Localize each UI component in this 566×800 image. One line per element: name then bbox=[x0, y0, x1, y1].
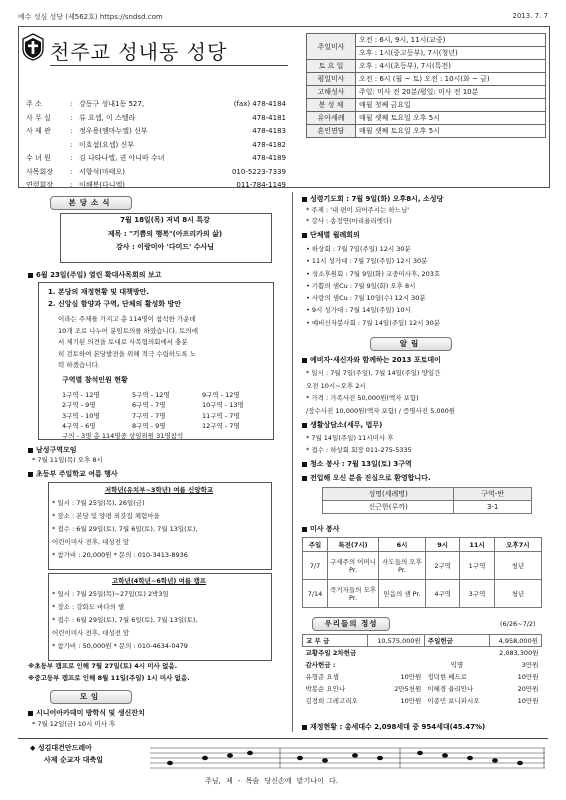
legal-details: * 7월 14일(주일) 11시미사 후 * 접수 : 하상회 회장 011-275-5335 bbox=[306, 434, 412, 454]
column-divider bbox=[292, 192, 293, 732]
newcomer-title: 전입해 오신 분을 진심으로 환영합니다. bbox=[302, 473, 431, 483]
groups-list: • 하상회 : 7월 7일(주일) 12시 30분 • 11시 성가대 : 7월 7일(주일) 12시 30분 • 성소후원회 : 7월 9일(화) 교중미사후, 203호 • 기쁨의 샘Cu : 7월 9일(화) 오후 8시 • 사랑의 샘Cu : 7월 10일(수) 12시 30분 • 9시 성가대 : 7월 14일(주일) 10시 • 예비신자봉사회 : 7월 14일(주일) 12시 30분 bbox=[306, 245, 441, 327]
hymn-lyrics: 주님, 제 - 목숨 당신손에 맡기나이 다. bbox=[205, 777, 338, 785]
newcomer-table: 성명(세례명) 구역-반 신근한(루까) 3-1 bbox=[322, 487, 532, 514]
bulletin-date: 2013. 7. 7 bbox=[512, 12, 548, 20]
summer-title: 초등부 주일학교 여름 행사 bbox=[28, 469, 118, 479]
report-item-1: 1. 본당의 재정현황 및 대책방안. bbox=[48, 288, 150, 296]
footer-rule bbox=[18, 738, 548, 739]
feast-title-2: 사제 순교자 대축일 bbox=[44, 756, 103, 764]
meeting-section-label: 모임 bbox=[50, 690, 132, 704]
notice-section-label: 알림 bbox=[370, 337, 452, 351]
senior-academy-date: * 7월 12일(금) 10시 미사 후 bbox=[32, 720, 116, 728]
men-meeting-date: * 7월 11일(목) 오후 8시 bbox=[32, 456, 103, 464]
groups-title: 단체별 월례회의 bbox=[302, 230, 360, 240]
offering-section-label: 우리들의 정성 bbox=[312, 617, 390, 631]
bulletin-info: 예수 성심 성당 (제562호) https://sndsd.com bbox=[18, 13, 163, 21]
directory-row: 사목회장 : 서향석(마태오) 010-5223-7339 bbox=[26, 167, 286, 176]
mass-service-title: 미사 봉사 bbox=[302, 524, 340, 534]
camp1-details: * 일시 : 7월 25일(목), 26일(금) * 장소 : 본당 및 양평 외갓집 체험마을 * 접수 : 6월 29일(토), 7월 6일(토), 7월 13일(토), 어린이미사 전후, 대성전 앞 * 참가비 : 20,000원 * 문의 : 010-3413-8936 bbox=[52, 499, 198, 559]
mass-schedule-table: 주일미사 오전 : 6시, 9시, 11시(교중) 오후 : 1시(중고등부), 7시(청년) 토 요 일 오후 : 4시(초등부), 7시(특전) 평일미사 오전 : 6시 (월 ~ 토) 오전 : 10시(화 ~ 금) 고해성사 주일: 미사 전 20분/평일: 미사 전 10분 봉 성 체 매월 첫째 금요일 유아세례 매월 셋째 토요일 오후 5시 혼인면담 매월 셋째 토요일 오후 5시 bbox=[306, 33, 546, 138]
photo-day-details: * 일시 : 7월 7일(주일), 7월 14일(주일) 양일간 오전 10시~오후 2시 * 가격 : 가족사진 50,000원(액자 포함) /장수사진 10,000원(액자 포함) / 증명사진 5,000원 bbox=[306, 369, 456, 415]
page-header bbox=[18, 8, 548, 24]
directory-row: 주 소 : 강동구 성내1동 527, (fax) 478-4184 bbox=[26, 100, 286, 108]
directory-row: 사 무 실 : 류 요셉, 이 스텔라 478-4181 bbox=[26, 113, 286, 122]
report-title: 6월 23일(주일) 열린 확대사목회의 보고 bbox=[28, 270, 161, 280]
lecture-date: 7월 18일(목) 저녁 8시 특강 bbox=[120, 216, 210, 224]
spirit-prayer-topic: * 주제 : '내 편이 되어주시는 하느님' bbox=[306, 206, 410, 214]
lecture-topic: 제목 : "기쁨의 행복"(아프리카의 삶) bbox=[107, 230, 223, 238]
legal-title: 생활상담소(세무, 법무) bbox=[302, 420, 382, 430]
news-section-label: 본당소식 bbox=[50, 196, 132, 210]
cleaning-line: 청소 봉사 : 7월 13일(토) 3구역 bbox=[302, 459, 412, 469]
directory-row: 수 녀 원 : 김 나타나엘, 권 아니따 수녀 478-4189 bbox=[26, 154, 286, 162]
music-staff-icon bbox=[150, 742, 545, 778]
spirit-prayer-title: 성령기도회 : 7월 9일(화) 오후8시, 소성당 bbox=[302, 194, 443, 204]
offering-period: (6/26~7/2) bbox=[500, 620, 536, 628]
directory-row: 사 제 관 : 정우용(엠마누엘) 신부 478-4183 bbox=[26, 127, 286, 135]
senior-academy-title: 시니어아카데미 방학식 및 생신잔치 bbox=[28, 708, 145, 718]
photo-day-title: 예비자·새신자와 함께하는 2013 포토데이 bbox=[302, 355, 441, 365]
directory-row: 연령회장 : 이해봉(다니엘) 011-784-1149 bbox=[26, 181, 286, 189]
parish-directory bbox=[26, 98, 286, 193]
lecture-speaker: 강사 : 이랑미아 '다미드' 수사님 bbox=[116, 243, 214, 251]
offering-table: 교 무 금 10,575,000원 주일헌금 4,958,000원 교황주일 2차헌금 2,083,300원 감사헌금 : 익명 3만원 유형준 요셉 10만원 정덕현 베드로 10만원 박봉순 요안나 2만5천원 이혜경 율리안나 20만원 김정희 그레고리오 10만원 이종민 보니파시오 10만원 bbox=[302, 634, 542, 707]
mass-service-table: 주일 특전(7시) 6시 9시 11시 오후7시 7/7 구세주의 어머니 Pr. 사도들의 모후 Pr. 2구역 1구역 청년 7/14 죽거자들의 모후 Pr. 믿음의 샘 Pr. 4구역 3구역 청년 bbox=[302, 537, 542, 608]
finance-status: 재정현황 : 총세대수 2,098세대 중 954세대(45.47%) bbox=[302, 722, 485, 732]
men-meeting-title: 남성구역모임 bbox=[28, 445, 77, 455]
note-no-mass-1: ※초등부 캠프로 인해 7월 27일(토) 4시 미사 없음. bbox=[28, 662, 178, 670]
report-item-2: 2. 신앙심 함양과 구역, 단체의 활성화 방안 bbox=[48, 300, 182, 308]
parish-logo-icon bbox=[22, 33, 44, 61]
camp1-title: 저학년(유치부~3학년) 여름 신앙학교 bbox=[104, 486, 214, 494]
stats-title: 구역별 참석인원 현황 bbox=[62, 376, 128, 384]
camp2-title: 고학년(4학년~6학년) 여름 캠프 bbox=[111, 577, 207, 585]
note-no-mass-2: ※중고등부 캠프로 인해 8월 11일(주일) 1시 미사 없음. bbox=[28, 674, 190, 682]
feast-title-1: ◆ 성김대건안드레아 bbox=[30, 744, 92, 752]
report-body: 이라는 주제를 가지고 총 114명이 참석한 가운데 10개 조로 나누어 분임토의를 하였습니다. 토의에 서 제기된 의견을 토대로 사목협의회에서 충분 히 검토하여 본당발전을 위해 적극 수립하도록 노 력 하겠습니다. bbox=[58, 315, 198, 369]
directory-row: : 이호섭(요셉) 신부 478-4182 bbox=[70, 140, 286, 149]
parish-title: 천주교 성내동 성당 bbox=[50, 40, 228, 64]
title-underline bbox=[50, 65, 288, 66]
spirit-prayer-speaker: * 강사 : 송정연(마리율리엣다) bbox=[306, 217, 392, 225]
camp2-details: * 일시 : 7월 25일(목)~27일(토) 2박3일 * 장소 : 강화도 바다의 별 * 접수 : 6월 29일(토), 7월 6일(토), 7월 13일(토), 어린이미사 전후, 대성전 앞 * 참가비 : 50,000원 * 문의 : 010-4634-0479 bbox=[52, 590, 198, 650]
stats-grid: 1구역 - 12명 5구역 - 12명 9구역 - 12명 2구역 - 9명 6구역 - 7명 10구역 - 13명 3구역 - 10명 7구역 - 7명 11구역 - 7명 4구역 - 6명 8구역 - 9명 12구역 - 7명 구의 - 3명 총 114명중 상임위원 31명참석 bbox=[62, 391, 244, 441]
